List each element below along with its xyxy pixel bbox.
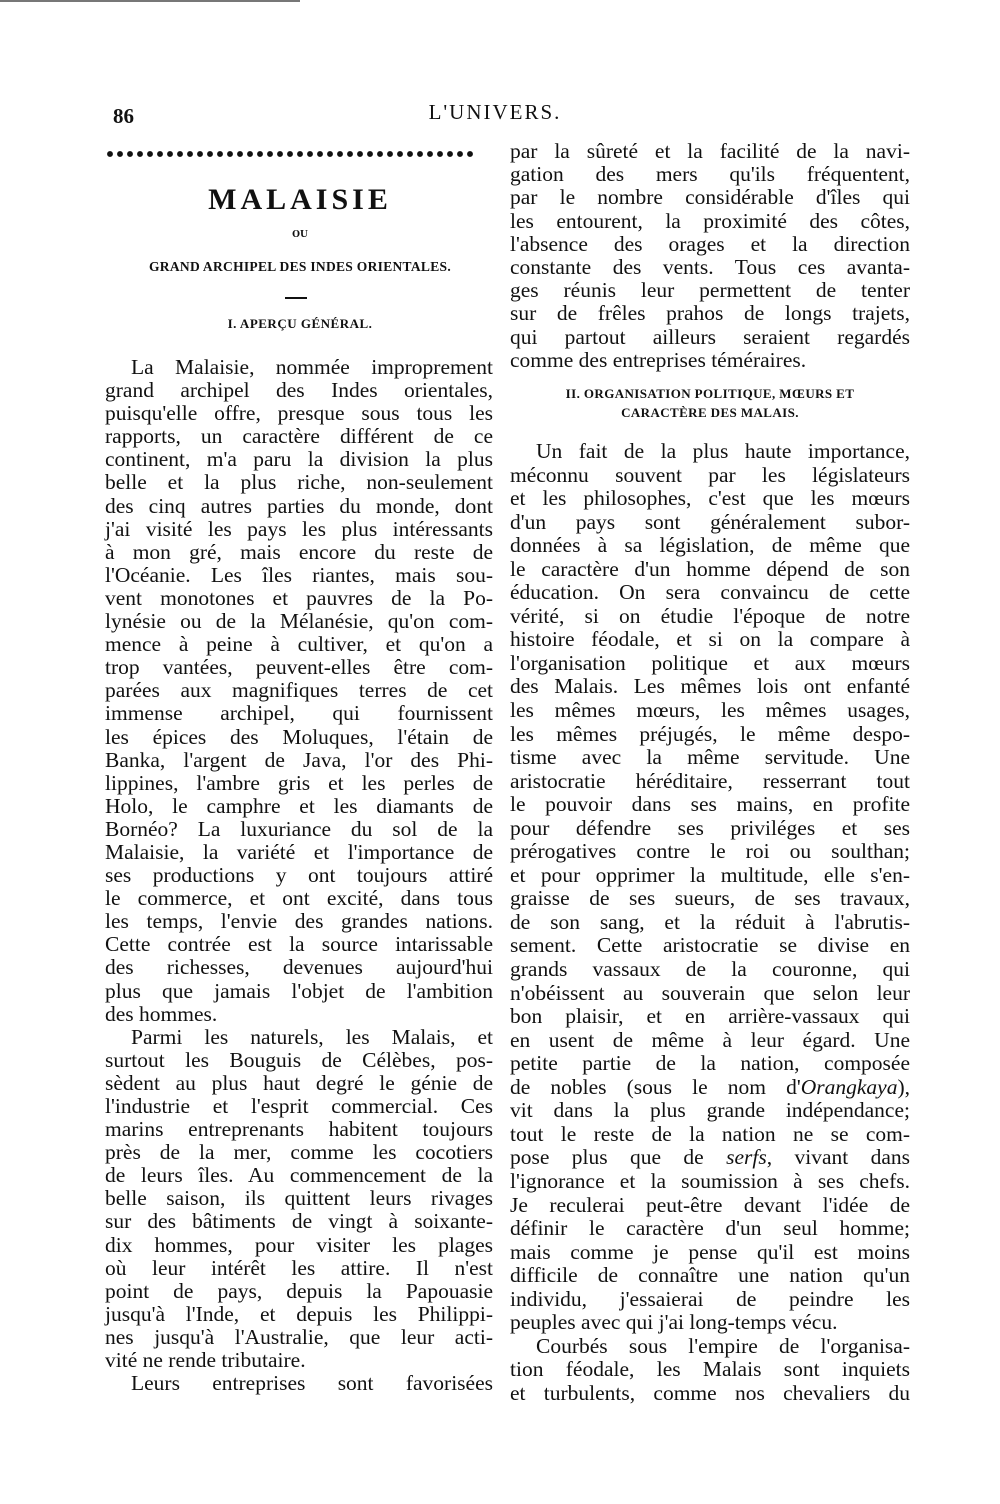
text-line: comme des entreprises téméraires. — [510, 347, 807, 372]
text-line: vité ne rende tributaire. — [105, 1348, 306, 1373]
paragraph — [105, 1026, 493, 1372]
text-line: Malaisie, la variété et l'importance de — [105, 839, 493, 864]
text-line: le commerce, et ont excité, dans tous — [105, 886, 493, 911]
text-line: peuples avec qui j'ai long-temps vécu. — [510, 1310, 838, 1335]
text-line: et pour opprimer la multitude, elle s'en- — [510, 862, 910, 887]
text-line: rapports, un caractère différent de ce — [105, 424, 493, 449]
section-heading-2 — [508, 384, 912, 422]
text-line: mais comme je pense qu'il est moins — [510, 1239, 910, 1264]
text-line: l'absence des orages et la direction — [510, 231, 910, 256]
text-line: l'industrie et l'esprit commercial. Ces — [105, 1094, 493, 1118]
right-column — [510, 440, 910, 1405]
text-line: vérité, si on étudie l'époque de notre — [510, 603, 910, 628]
paragraph — [510, 1335, 910, 1406]
scan-edge-line — [0, 0, 300, 2]
text-line: histoire féodale, et si on la compare à — [510, 627, 910, 652]
text-line: individu, j'essaierai de peindre les — [510, 1286, 910, 1311]
text-line: immense archipel, qui fournissent — [105, 701, 493, 726]
text-line: Leurs entreprises sont favorisées — [131, 1371, 493, 1396]
text-line: dix hommes, pour visiter les plages — [105, 1232, 493, 1257]
text-line: plus que jamais l'objet de l'ambition — [105, 978, 493, 1003]
text-line: pour défendre ses priviléges et ses — [510, 815, 910, 840]
paragraph — [105, 1372, 493, 1395]
text-line: l'organisation politique et aux mœurs — [510, 650, 910, 675]
text-line: près de la mer, comme les cocotiers — [105, 1140, 493, 1165]
text-line: les entourent, la proximité des côtes, — [510, 208, 910, 233]
article-subtitle: GRAND ARCHIPEL DES INDES ORIENTALES. — [149, 259, 451, 274]
italic-term: Orangkaya — [800, 1074, 898, 1099]
text-span: de nobles (sous le nom d' — [510, 1074, 801, 1099]
separator-dash — [285, 297, 307, 299]
text-line: point de pays, depuis la Papouasie — [105, 1278, 493, 1303]
text-line: des richesses, devenues aujourd'hui — [105, 955, 493, 980]
text-line: belle et la plus riche, non-seulement — [105, 470, 493, 495]
text-line: gation des mers qu'ils fréquentent, — [510, 162, 910, 187]
text-line: tout le reste de la nation ne se com- — [510, 1121, 910, 1146]
text-line: où leur intérêt les attire. Il n'est — [105, 1255, 493, 1280]
text-line: l'ignorance et la soumission à ses chefs. — [510, 1168, 910, 1193]
text-line: à mon gré, mais encore du reste de — [105, 539, 493, 564]
text-line: trop vantées, peuvent-elles être com- — [105, 655, 493, 680]
decorative-ornament-rule — [105, 148, 477, 160]
text-span: ), — [897, 1074, 910, 1099]
text-line: par le nombre considérable d'îles qui — [510, 185, 910, 210]
text-line: éducation. On sera convaincu de cette — [510, 580, 910, 605]
text-line: constante des vents. Tous ces avanta- — [510, 254, 910, 279]
text-line: méconnu souvent par les législateurs — [510, 462, 910, 487]
text-line: graisse de ses sueurs, de ses travaux, — [510, 886, 910, 911]
text-line: parées aux magnifiques terres de cet — [105, 678, 493, 703]
text-line: en usent de même à leur égard. Une — [510, 1027, 910, 1052]
text-line: prérogatives contre le roi ou soulthan; — [510, 839, 910, 864]
italic-term: serfs — [726, 1145, 767, 1170]
section-heading-2-line2: CARACTÈRE DES MALAIS. — [621, 405, 799, 420]
text-line: des Malais. Les mêmes lois ont enfanté — [510, 674, 910, 699]
text-line: mence à peine à cultiver, et qu'on a — [105, 632, 493, 657]
article-title: MALAISIE — [208, 183, 392, 216]
text-line: n'obéissent au souverain que selon leur — [510, 980, 910, 1005]
text-line: et les philosophes, c'est que les mœurs — [510, 486, 910, 511]
running-head: L'UNIVERS. — [428, 100, 562, 124]
text-span: , vivant dans — [766, 1145, 910, 1170]
text-line: ges réunis leur permettent de tenter — [510, 278, 910, 303]
text-line: ses productions y ont toujours attiré — [105, 863, 493, 888]
text-line: le caractère d'un homme dépend de son — [510, 556, 910, 581]
text-line: des hommes. — [105, 1001, 218, 1026]
text-line: l'Océanie. Les îles riantes, mais sou- — [105, 562, 493, 587]
text-line — [510, 1076, 910, 1100]
text-line: sur de frêles prahos de longs trajets, — [510, 301, 910, 326]
text-line: Je reculerai peut-être devant l'idée de — [510, 1192, 910, 1217]
text-line: des cinq autres parties du monde, dont — [105, 493, 493, 518]
text-line: continent, m'a paru la division la plus — [105, 447, 493, 472]
paragraph — [105, 356, 493, 1026]
text-line: vent monotones et pauvres de la Po- — [105, 585, 493, 610]
text-line: Banka, l'argent de Java, l'or des Phi- — [105, 747, 493, 772]
text-line: aristocratie héréditaire, resserrant tout — [510, 768, 910, 793]
text-line: Courbés sous l'empire de l'organisa- — [536, 1333, 910, 1358]
text-line: les mêmes mœurs, les mêmes usages, — [510, 698, 910, 723]
text-line: définir le caractère d'un seul homme; — [510, 1216, 910, 1241]
text-line: petite partie de la nation, composée — [510, 1051, 910, 1076]
text-line: les mêmes préjugés, le même despo- — [510, 721, 910, 746]
text-line: lippines, l'ambre gris et les perles de — [105, 770, 493, 795]
text-line: sement. Cette aristocratie se divise en — [510, 933, 910, 958]
text-span: pose plus que de — [510, 1145, 727, 1170]
text-line: tion féodale, les Malais sont inquiets — [510, 1357, 910, 1382]
text-line: par la sûreté et la facilité de la navi- — [510, 139, 910, 163]
text-line: tisme avec la même servitude. Une — [510, 745, 910, 770]
section-heading-2-line1: II. ORGANISATION POLITIQUE, MŒURS ET — [565, 386, 855, 401]
paragraph — [510, 140, 910, 372]
text-line: sur des bâtiments de vingt à soixante- — [105, 1209, 493, 1234]
text-line: Holo, le camphre et les diamants de — [105, 793, 493, 818]
text-line: difficile de connaître une nation qu'un — [510, 1263, 910, 1288]
text-line: jusqu'à l'Inde, et depuis les Philippi- — [105, 1301, 493, 1326]
text-line: de son sang, et la réduit à l'abrutis- — [510, 909, 910, 934]
text-line: les temps, l'envie des grandes nations. — [105, 909, 493, 934]
text-line: lynésie ou de la Mélanésie, qu'on com- — [105, 609, 493, 634]
text-line: de leurs îles. Au commencement de la — [105, 1163, 493, 1188]
text-line: d'un pays sont généralement subor- — [510, 509, 910, 534]
page-number: 86 — [113, 104, 134, 128]
text-line: qui partout ailleurs seraient regardés — [510, 324, 910, 349]
section-heading-1: I. APERÇU GÉNÉRAL. — [227, 316, 373, 331]
text-line: surtout les Bouguis de Célèbes, pos- — [105, 1047, 493, 1072]
paragraph — [510, 440, 910, 1335]
text-line: j'ai visité les pays les plus intéressants — [105, 516, 493, 541]
text-line: Un fait de la plus haute importance, — [536, 439, 910, 463]
text-line: sèdent au plus haut degré le génie de — [105, 1070, 493, 1095]
text-line: Parmi les naturels, les Malais, et — [131, 1024, 493, 1049]
text-line: grand archipel des Indes orientales, — [105, 378, 493, 403]
text-line: vit dans la plus grande indépendance; — [510, 1098, 910, 1123]
text-line: marins entreprenants habitent toujours — [105, 1117, 493, 1142]
right-column-top — [510, 140, 910, 372]
text-line: bon plaisir, et en arrière-vassaux qui — [510, 1004, 910, 1029]
text-line: les épices des Moluques, l'étain de — [105, 724, 493, 749]
text-line: données à sa législation, de même que — [510, 533, 910, 558]
text-line: le pouvoir dans ses mains, en profite — [510, 792, 910, 817]
text-line: Bornéo? La luxuriance du sol de la — [105, 816, 493, 841]
text-line: et turbulents, comme nos chevaliers du — [510, 1380, 910, 1405]
text-line: grands vassaux de la couronne, qui — [510, 957, 910, 982]
text-line: puisqu'elle offre, presque sous tous les — [105, 401, 493, 426]
text-line: nes jusqu'à l'Australie, que leur acti- — [105, 1324, 493, 1349]
text-line: belle saison, ils quittent leurs rivages — [105, 1186, 493, 1211]
text-line — [510, 1146, 910, 1170]
text-line: La Malaisie, nommée improprement — [131, 355, 493, 379]
left-column — [105, 356, 493, 1395]
title-conjunction: OU — [292, 230, 308, 240]
text-line: Cette contrée est la source intarissable — [105, 932, 493, 957]
